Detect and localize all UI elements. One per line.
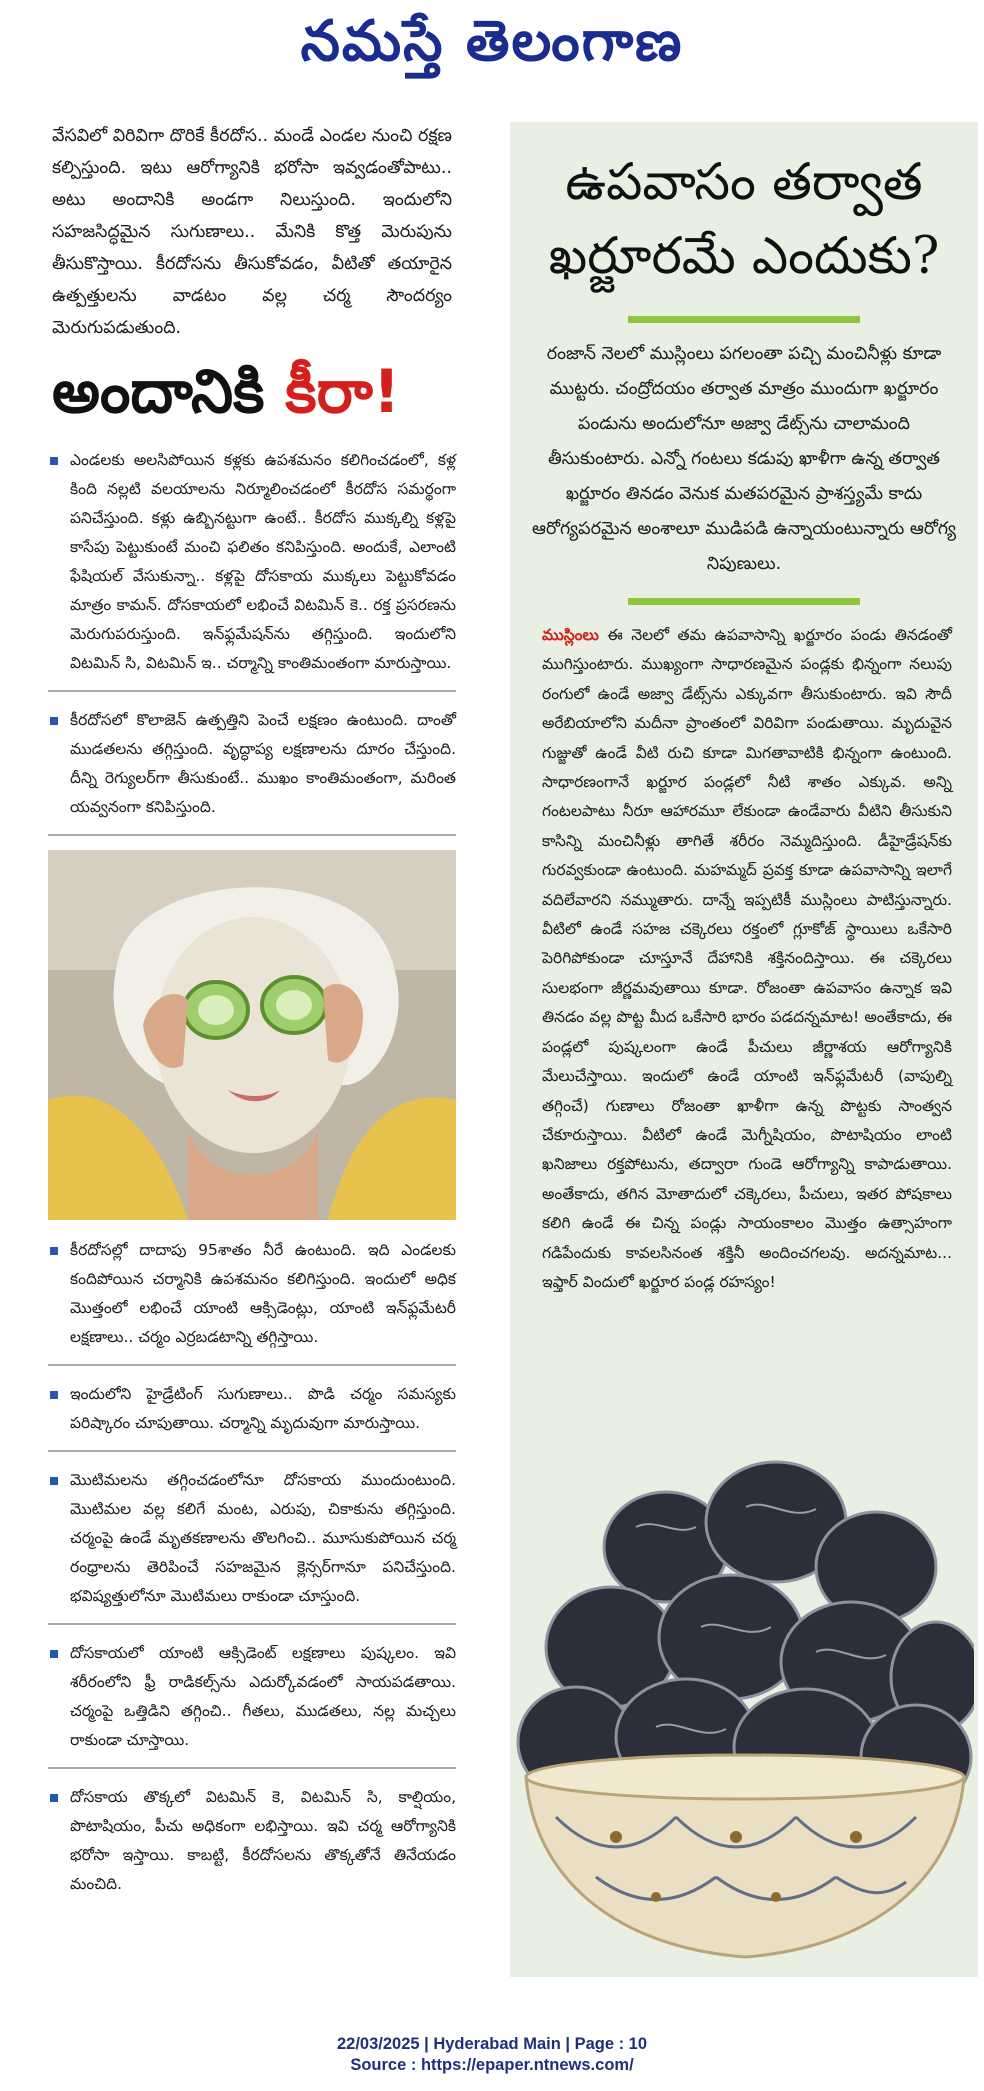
bullet-paragraph: దోసకాయ తొక్కలో విటమిన్ కె, విటమిన్ సి, కాల్షియం, పొటాషియం, పీచు అధికంగా లభిస్తాయి. ఇవి చర్మ ఆరోగ్యానికి భరోసా ఇస్తాయి. కాబట్టి, కీరదోసలను తొక్కతోనే తినేయడం మంచిది. xyxy=(48,1783,456,1911)
newspaper-logo: నమస్తే తెలంగాణ xyxy=(300,8,684,74)
green-divider xyxy=(628,316,860,323)
cucumber-article xyxy=(48,120,456,1925)
article-intro: వేసవిలో విరివిగా దొరికే కీరదోస.. మండే ఎండల నుంచి రక్షణ కల్పిస్తుంది. ఇటు ఆరోగ్యానికి భరోసా ఇవ్వడంతోపాటు.. అటు అందానికి అండగా నిలుస్తుంది. ఇందులోని సహజసిద్ధమైన సుగుణాలు.. మేనికి కొత్త మెరుపును తీసుకొస్తాయి. కీరదోసను తీసుకోవడం, వీటితో తయారైన ఉత్పత్తులను వాడటం వల్ల చర్మ సౌందర్యం మెరుగుపడుతుంది. xyxy=(52,126,452,338)
bullet-paragraph: దోసకాయలో యాంటి ఆక్సిడెంట్ లక్షణాలు పుష్కలం. ఇవి శరీరంలోని ఫ్రీ రాడికల్స్‌ను ఎదుర్కోవడంలో సాయపడతాయి. చర్మంపై ఒత్తిడిని తగ్గించి.. గీతలు, ముడతలు, నల్ల మచ్చలు రాకుండా చూస్తాయి. xyxy=(48,1639,456,1769)
article-headline xyxy=(52,352,456,432)
headline-part-red: కీరా! xyxy=(285,357,401,427)
headline-part-black: అందానికి xyxy=(52,357,265,427)
bullet-paragraph: మొటిమలను తగ్గించడంలోనూ దోసకాయ ముందుంటుంది. మొటిమల వల్ల కలిగే మంట, ఎరుపు, చికాకును తగ్గిస్తుంది. చర్మంపై ఉండే మృతకణాలను తొలగించి.. మూసుకుపోయిన చర్మ రంధ్రాలను తెరిపించే సహజమైన క్లెన్సర్‌గానూ పనిచేస్తుంది. భవిష్యత్తులోనూ మొటిమలు రాకుండా చూస్తుంది. xyxy=(48,1466,456,1625)
bullet-paragraph: ఎండలకు అలసిపోయిన కళ్లకు ఉపశమనం కలిగించడంలో, కళ్ల కింది నల్లటి వలయాలను నిర్మూలించడంలో కీరదోస సమర్థంగా పనిచేస్తుంది. కళ్లు ఉబ్బినట్టుగా ఉంటే.. కీరదోస ముక్కల్ని కళ్లపై కాసేపు పెట్టుకుంటే మంచి ఫలితం కనిపిస్తుంది. అందుకే, ఎలాంటి ఫేషియల్ వేసుకున్నా.. కళ్లపై దోసకాయ ముక్కలు పెట్టుకోవడం మాత్రం కామన్. దోసకాయలో లభించే విటమిన్ కె.. రక్త ప్రసరణను మెరుగుపరుస్తుంది. ఇన్‌ఫ్లమేషన్‌ను తగ్గిస్తుంది. ఇందులోని విటమిన్ సి, విటమిన్ ఇ.. చర్మాన్ని కాంతిమంతంగా మారుస్తాయి. xyxy=(48,446,456,692)
green-divider xyxy=(628,598,860,605)
bullet-paragraph: కీరదోసలో కొలాజెన్ ఉత్పత్తిని పెంచే లక్షణం ఉంటుంది. దాంతో ముడతలను తగ్గిస్తుంది. వృద్ధాప్య లక్షణాలను దూరం చేస్తుంది. దీన్ని రెగ్యులర్‌గా తీసుకుంటే.. ముఖం కాంతిమంతంగా, మరింత యవ్వనంగా కనిపిస్తుంది. xyxy=(48,706,456,836)
bullet-paragraph: ఇందులోని హైడ్రేటింగ్ సుగుణాలు.. పొడి చర్మం సమస్యకు పరిష్కారం చూపుతాయి. చర్మాన్ని మృదువుగా మారుస్తాయి. xyxy=(48,1380,456,1452)
dates-summary: రంజాన్ నెలలో ముస్లింలు పగలంతా పచ్చి మంచినీళ్లు కూడా ముట్టరు. చంద్రోదయం తర్వాత మాత్రం ముందుగా ఖర్జూరం పండును అందులోనూ అజ్వా డేట్స్‌ను చాలామంది తీసుకుంటారు. ఎన్నో గంటలు కడుపు ఖాళీగా ఉన్న తర్వాత ఖర్జూరం తినడం వెనుక మతపరమైన ప్రాశస్త్యమే కాదు ఆరోగ్యపరమైన అంశాలూ ముడిపడి ఉన్నాయంటున్నారు ఆరోగ్య నిపుణులు. xyxy=(532,344,956,574)
dates-body-text: ఈ నెలలో తమ ఉపవాసాన్ని ఖర్జూరం పండు తినడంతో ముగిస్తుంటారు. ముఖ్యంగా సాధారణమైన పండ్లకు భిన్నంగా నలుపు రంగులో ఉండే అజ్వా డేట్స్‌ను ఎక్కువగా తీసుకుంటారు. ఇవి సౌదీ అరేబియాలోని మదీనా ప్రాంతంలో విరివిగా పండుతాయి. మృదువైన గుజ్జుతో ఉండే వీటి రుచి కూడా మిగతావాటికి భిన్నంగా ఉంటుంది. సాధారణంగానే ఖర్జూర పండ్లలో నీటి శాతం ఎక్కువ. అన్ని గంటలపాటు నీరూ ఆహారమూ లేకుండా ఉండేవారు వీటిని తీసుకుని కాసిన్ని మంచినీళ్లు తాగితే శరీరం నెమ్మదిస్తుంది. డీహైడ్రేషన్‌కు గురవ్వకుండా ఉంటుంది. మహమ్మద్ ప్రవక్త కూడా ఉపవాసాన్ని ఇలాగే వదిలేవారని నమ్ముతారు. దాన్నే ఇప్పటికీ ముస్లింలు పాటిస్తున్నారు. వీటిలో ఉండే సహజ చక్కెరలు రక్తంలో గ్లూకోజ్ స్థాయిలు ఒకేసారి పెరిగిపోకుండా చూస్తూనే దేహానికి శక్తినందిస్తాయి. ఈ చక్కెరలు సులభంగా జీర్ణమవుతాయి కూడా. రోజంతా ఉపవాసం ఉన్నాక ఇవి తినడం వల్ల పొట్ట మీద ఒకేసారి భారం పడదన్నమాట! అంతేకాదు, ఈ పండ్లలో పుష్కలంగా ఉండే పీచులు జీర్ణాశయ ఆరోగ్యానికి మేలుచేస్తాయి. ఇందులో ఉండే యాంటి ఇన్‌ఫ్లమేటరీ (వాపుల్ని తగ్గించే) గుణాలు రోజంతా ఖాళీగా ఉన్న పొట్టకు సాంత్వన చేకూరుస్తాయి. వీటిలో ఉండే మెగ్నీషియం, పొటాషియం లాంటి ఖనిజాలు రక్తపోటును, తద్వారా గుండె ఆరోగ్యాన్ని కాపాడుతాయి. అంతేకాదు, తగిన మోతాదులో చక్కెరలు, పీచులు, ఇతర పోషకాలు కలిగి ఉండే ఈ చిన్న పండ్లు సాయంకాలం మొత్తం ఉత్సాహంగా గడిపేందుకు కావలసినంత శక్తినీ అందించగలవు. అదన్నమాట... ఇఫ్తార్ విందులో ఖర్జూర పండ్ల రహస్యం! xyxy=(542,626,952,1291)
footer-dateline: 22/03/2025 | Hyderabad Main | Page : 10 xyxy=(336,2035,648,2053)
dates-article xyxy=(510,122,978,1977)
footer-source: Source : https://epaper.ntnews.com/ xyxy=(350,2056,634,2074)
bullet-paragraph: కీరదోసల్లో దాదాపు 95శాతం నీరే ఉంటుంది. ఇది ఎండలకు కందిపోయిన చర్మానికి ఉపశమనం కలిగిస్తుంది. ఇందులో అధిక మొత్తంలో లభించే యాంటి ఆక్సిడెంట్లు, యాంటి ఇన్‌ఫ్లమేటరీ లక్షణాలు.. చర్మం ఎర్రబడటాన్ని తగ్గిస్తాయి. xyxy=(48,1236,456,1366)
masthead xyxy=(0,10,984,72)
dates-headline: ఉపవాసం తర్వాత ఖర్జూరమే ఎందుకు? xyxy=(548,153,940,286)
lead-word: ముస్లింలు xyxy=(542,626,599,644)
dates-bowl-photo xyxy=(516,1427,974,1972)
cucumber-face-mask-photo xyxy=(48,850,456,1220)
dates-body xyxy=(542,621,952,1297)
